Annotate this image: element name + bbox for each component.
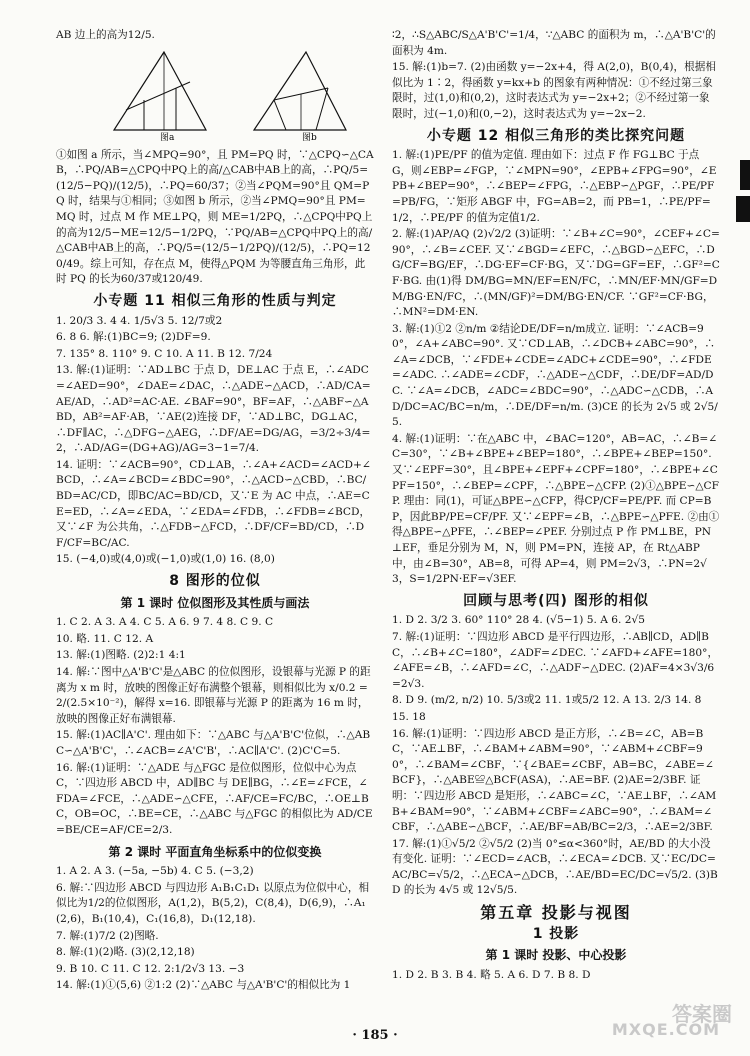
section-heading: 小专题 11 相似三角形的性质与判定 bbox=[93, 292, 337, 309]
answer-text: 6. 8 6. 解:(1)BC=9; (2)DF=9. bbox=[56, 331, 211, 344]
answer-text: 15. 解:(1)AC∥A'C'. 理由如下：∵△ABC 与△A'B'C'位似，∴△ABC∽△A'B'C'，∴∠ACB=∠A'C'B'，∴AC∥A'C'. (2)C'C=5. bbox=[56, 729, 371, 757]
answer-text: 14. 解:(1)①(5,6) ②1:2 (2)∵△ABC 与△A'B'C'的相似比为 1 bbox=[56, 979, 351, 992]
watermark-url: MXQE.COM bbox=[611, 1020, 720, 1039]
section-heading: 1 投影 bbox=[532, 925, 580, 942]
answer-text: ∶2，∴S△ABC/S△A'B'C'=1/4，∵△ABC 的面积为 m，∴△A'B'C'的面积为 4m. bbox=[392, 29, 716, 57]
answer-text: 10. 略. 11. C 12. A bbox=[56, 632, 154, 645]
figure-a-caption: 图a bbox=[160, 132, 175, 143]
subsection-heading: 第 1 课时 位似图形及其性质与画法 bbox=[120, 595, 310, 610]
section-heading: 8 图形的位似 bbox=[169, 573, 261, 590]
answer-text: 2. 解:(1)AP/AQ (2)√2/2 (3)证明：∵∠B+∠C=90°，∠CEF+∠C=90°，∴∠B=∠CEF. 又∵∠BGD=∠EFC，∴△BGD∽△EFC，∴DG/CF=BG/EF，∴DG·EF=CF·BG，又∵DG=GF=EF，∴GF²=CF·BG. 由(1)得 DM/BG=MN/EF=EN/FC，∴MN/EF·MN/GF=DM/BG·EN/FC，∴(MN/GF)²=DM/BG·EN/CF. ∵GF²=CF·BG，∴MN²=DM·EN. bbox=[392, 228, 720, 319]
answer-text: 9. B 10. C 11. C 12. 2:1/2√3 13. −3 bbox=[56, 962, 245, 975]
answer-text: 16. 解:(1)证明：∵四边形 ABCD 是正方形，∴∠B=∠C，AB=BC，∵AE⊥BF，∴∠BAM+∠ABM=90°，∵∠ABM+∠CBF=90°，∴∠BAM=∠CBF，∵{∠BAE=∠CBF，AB=BC，∠ABE=∠BCF}，∴△ABE≌△BCF(ASA)，∴AE=BF. (2)AE=2/3BF. 证明：∵四边形 ABCD 是矩形，∴∠ABC=∠C，∵AE⊥BF，∴∠AMB+∠BAM=90°，∵∠ABM+∠CBF=∠ABC=90°，∴∠BAM=∠CBF，∴△ABE∽△BCF，∴AE/BF=AB/BC=2/3，∴AE=2/3BF. bbox=[392, 727, 717, 834]
answer-text: 1. 解:(1)PE/PF 的值为定值. 理由如下：过点 F 作 FG⊥BC 于点 G，则∠EBP=∠FGP，∵∠MPN=90°，∠EPB+∠FPG=90°，∠EPB+∠BEP=90°，∴∠BEP=∠FPG，∴△EBP∽△PGF，∴PE/PF=PB/FG，∵矩形 ABGF 中，FG=AB=2，而 PB=1，∴PE/PF=1/2，∴PE/PF 的值为定值1/2. bbox=[392, 149, 717, 224]
answer-text: 1. D 2. 3/2 3. 60° 110° 28 4. (√5−1) 5. A 6. 2√5 bbox=[392, 614, 645, 627]
geometry-figures bbox=[56, 48, 374, 144]
answer-text: 4. 解:(1)证明：∵在△ABC 中，∠BAC=120°，AB=AC，∴∠B=∠C=30°，∵∠B+∠BPE+∠BEP=180°，∴∠BPE+∠BEP=150°. 又∵∠EPF=30°，且∠BPE+∠EPF+∠CPF=180°，∴∠BPE+∠CPF=150°，∴∠BEP=∠CPF，∴△BPE∽△CFP. (2)①△BPE∽△CFP. 理由：同(1)，可证△BPE∽△CFP，得CP/CF=PE/PF. 而 CP=BP，因此BP/PE=CF/PF. 又∵∠EPF=∠B，∴△BPE∽△PFE. ②由①得△BPE∽△PFE，∴∠BEP=∠PEF. 分别过点 P 作 PM⊥BE，PN⊥EF，垂足分别为 M，N，则 PM=PN，连接 AP，在 Rt△ABP 中，由∠B=30°，AB=8，可得 AP=4，则 PM=2√3，∴PN=2√3，S=1/2PN·EF=√3EF. bbox=[392, 432, 720, 586]
answer-text: ①如图 a 所示，当∠MPQ=90°，且 PM=PQ 时，∵△CPQ∽△CAB，∴PQ/AB=△CPQ中PQ上的高/△CAB中AB上的高，∴PQ/5=(12/5−PQ)/(12/5)，∴PQ=60/37；②当∠PQM=90°且 QM=PQ 时，结果与①相同；③如图 b 所示，②当∠PMQ=90°且 PM=MQ 时，过点 M 作 ME⊥PQ，则 ME=1/2PQ，∴△CPQ中PQ上的高为12/5−ME=12/5−1/2PQ，∵PQ/AB=△CPQ中PQ上的高/△CAB中AB上的高，∴PQ/5=(12/5−1/2PQ)/(12/5)，∴PQ=120/49。综上可知，存在点 M，使得△PQM 为等腰直角三角形，此时 PQ 的长为60/37或120/49. bbox=[56, 148, 374, 286]
answer-text: 7. 解:(1)证明：∵四边形 ABCD 是平行四边形，∴AB∥CD，AD∥BC，∴∠B+∠C=180°，∠ADF=∠DEC. ∵∠AFD+∠AFE=180°，∠AFE=∠B，∴∠AFD=∠C，∴△ADF∽△DEC. (2)AF=4×3√3/6=2√3. bbox=[392, 630, 719, 690]
edge-tab-mark bbox=[740, 160, 750, 190]
left-column bbox=[56, 28, 374, 995]
answer-text: 6. 解:∵四边形 ABCD 与四边形 A₁B₁C₁D₁ 以原点为位似中心，相似比为1/2的位似图形，A(1,2)，B(5,2)，C(8,4)，D(6,9)，∴A₁(2,6)，B₁(10,4)，C₁(16,8)，D₁(12,18). bbox=[56, 881, 370, 925]
answer-text: 13. 解:(1)图略. (2)2:1 4:1 bbox=[56, 649, 186, 662]
answer-text: 14. 证明：∵∠ACB=90°，CD⊥AB，∴∠A+∠ACD=∠ACD+∠BCD，∴∠A=∠BCD=∠BDC=90°，∴△ACD∽△CBD，∴BC/BD=AC/CD，即BC/AC=BD/CD，又∵E 为 AC 中点，∴AE=CE=ED，∴∠A=∠EDA，∵∠EDA=∠FDB，∴∠FDB=∠BCD，又∵∠F 为公共角，∴△FDB∽△FCD，∴DF/CF=BD/CD，∴DF/CF=BC/AC. bbox=[56, 458, 371, 549]
answer-text: 15. 18 bbox=[392, 710, 426, 723]
subsection-heading: 第 2 课时 平面直角坐标系中的位似变换 bbox=[108, 844, 322, 859]
page-number: · 185 · bbox=[352, 1028, 398, 1043]
answer-text: 1. A 2. A 3. (−5a, −5b) 4. C 5. (−3,2) bbox=[56, 865, 254, 878]
answer-text: 14. 解:∵图中△A'B'C'是△ABC 的位似图形，设银幕与光源 P 的距离为 x m 时，放映的图像正好布满整个银幕，则相似比为 x/0.2 =2/(2.5×10⁻²)，解得 x=16. 即银幕与光源 P 的距离为 16 m 时，放映的图像正好布满银幕. bbox=[56, 666, 371, 725]
section-heading: 小专题 12 相似三角形的类比探究问题 bbox=[426, 127, 686, 144]
figure-b-caption: 图b bbox=[302, 132, 317, 143]
right-column bbox=[392, 28, 720, 984]
answer-text: 3. 解:(1)①2 ②n/m ②结论DE/DF=n/m成立. 证明：∵∠ACB=90°，∠A+∠ABC=90°. 又∵CD⊥AB，∴∠DCB+∠ABC=90°，∴∠A=∠DCB，∵∠FDE+∠CDE=∠ADC+∠CDE=90°，∴∠FDE=∠ADC. ∴∠ADE=∠CDF，∴△ADE∽△CDF，∴DE/DF=AD/DC. ∵∠A=∠DCB，∠ADC=∠BDC=90°，∴△ADC∽△CDB，∴AD/DC=AC/BC=n/m，∴DE/DF=n/m. (3)CE 的长为 2√5 或 2√5/5. bbox=[392, 322, 718, 429]
answer-text: 16. 解:(1)证明：∵△ADE 与△FGC 是位似图形，位似中心为点 C，∵四边形 ABCD 中，AD∥BC 与 DE∥BG，∴∠E=∠FCE，∠FDA=∠FCE，∴△ADE∽△CFE，∴AF/CE=FC/BC，∴OE⊥BC，OB=OC，∴BE=CE，∴△ABC 与△FGC 的相似比为 AD/CE=BE/CE=AF/CE=2/3. bbox=[56, 761, 373, 836]
answer-text: 8. D 9. (m/2, n/2) 10. 5/3或2 11. 1或5/2 12. A 13. 2/3 14. 8 bbox=[392, 694, 702, 707]
answer-text: 1. C 2. A 3. A 4. C 5. A 6. 9 7. 4 8. C 9. C bbox=[56, 616, 274, 629]
figure-a-triangle bbox=[106, 48, 216, 144]
answer-text: 15. (−4,0)或(4,0)或(−1,0)或(1,0) 16. (8,0) bbox=[56, 553, 275, 566]
answer-text: 1. 20/3 3. 4 4. 1/5√3 5. 12/7或2 bbox=[56, 314, 223, 327]
subsection-heading: 第 1 课时 投影、中心投影 bbox=[485, 948, 627, 963]
figure-b-triangle bbox=[246, 48, 356, 144]
section-heading: 回顾与思考(四) 图形的相似 bbox=[463, 592, 649, 609]
answer-text: 13. 解:(1)证明：∵AD⊥BC 于点 D，DE⊥AC 于点 E，∴∠ADC=∠AED=90°，∠DAE=∠DAC，∴△ADE∽△ACD，∴AD/CA=AE/AD，∴AD²=AC·AE. ∠BAF=90°，BF=AF，∴△ABF∽△ABD，AB²=AF·AB，∵AE(2)连接 DF，∵AD⊥BC，DG⊥AC，∴DF∥AC，∴△DFG∽△AEG，∴DF/AE=DG/AG，=3/2÷3/4=2，∴AD/AG=(DG+AG)/AG=3−1=7/4. bbox=[56, 364, 371, 455]
chapter-heading: 第五章 投影与视图 bbox=[480, 903, 632, 923]
answer-text: AB 边上的高为12/5. bbox=[56, 29, 155, 41]
answer-text: 8. 解:(1)(2)略. (3)(2,12,18) bbox=[56, 946, 195, 959]
answer-text: 1. D 2. B 3. B 4. 略 5. A 6. D 7. B 8. D bbox=[392, 968, 591, 981]
answer-text: 7. 135° 8. 110° 9. C 10. A 11. B 12. 7/24 bbox=[56, 347, 273, 360]
answer-text: 7. 解:(1)7/2 (2)图略. bbox=[56, 929, 159, 942]
edge-tab-mark bbox=[736, 196, 750, 222]
answer-text: 15. 解:(1)b=7. (2)由函数 y=−2x+4，得 A(2,0)，B(0,4)，根据相似比为 1∶2，得函数 y=kx+b 的图象有两种情况：①不经过第三象限时，过(1,0)和(0,2)，这时表达式为 y=−2x+2；②不经过第一象限时，过(−1,0)和(0,−2)，这时表达式为 y=−2x−2. bbox=[392, 61, 716, 120]
answer-text: 17. 解:(1)①√5/2 ②√5/2 (2)当 0°≤α<360°时，AE/BD 的大小没有变化. 证明：∵∠ECD=∠ACB，∴∠ECA=∠DCB. 又∵EC/DC=AC/BC=√5/2，∴△ECA∽△DCB，∴AE/BD=EC/DC=√5/2. (3)BD 的长为 4√5 或 12√5/5. bbox=[392, 837, 718, 897]
watermark-logo: 答案圈 bbox=[672, 1002, 732, 1026]
